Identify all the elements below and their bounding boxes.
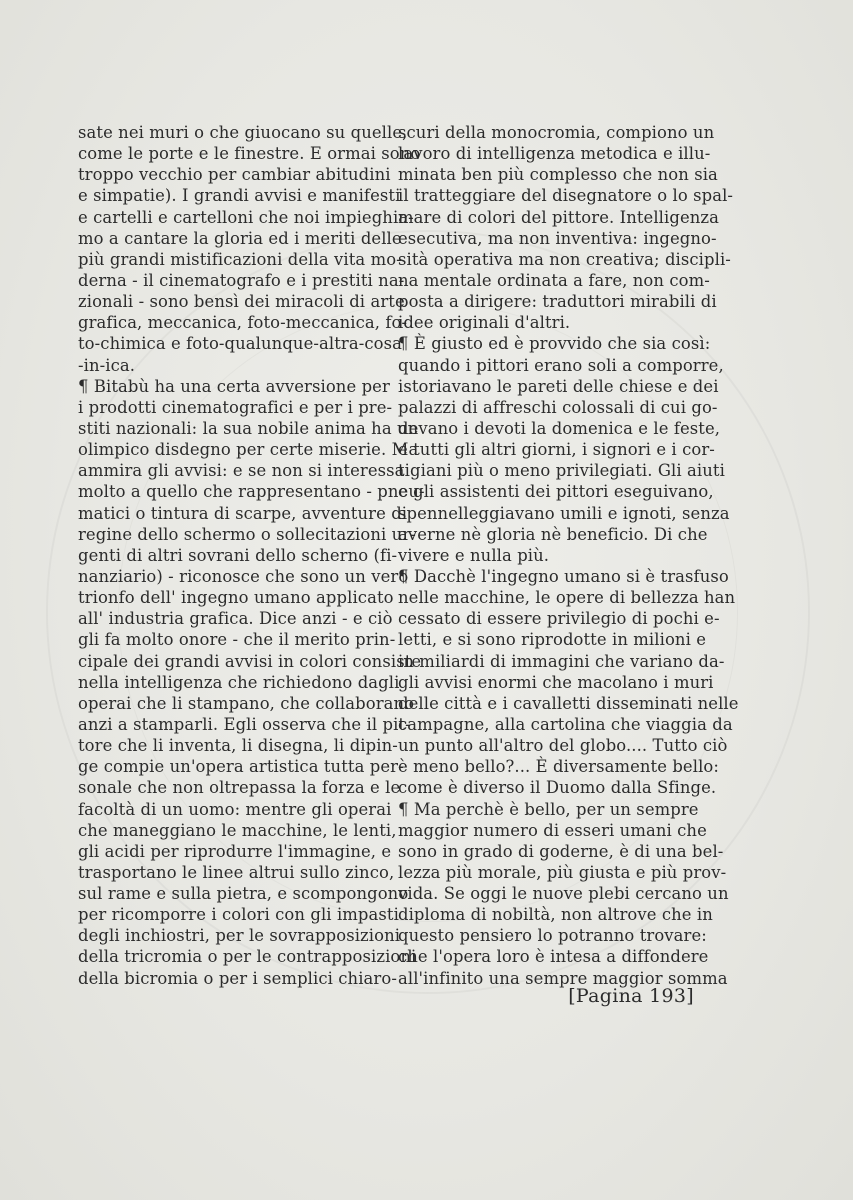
text-line: to-chimica e foto-qualunque-altra-cosa [78,334,402,354]
text-line: come è diverso il Duomo dalla Sfinge. [398,778,717,798]
text-line: nella intelligenza che richiedono dagli [78,672,400,692]
text-line: lavoro di intelligenza metodica e illu- [398,144,711,164]
text-line: olimpico disdegno per certe miserie. Ma [78,440,419,460]
left-text-column [78,122,425,989]
text-line: vivere e nulla più. [398,545,550,565]
text-line: della bicromia o per i semplici chiaro- [78,968,397,988]
text-line: ¶ Bitabù ha una certa avversione per [78,376,390,396]
text-line: sul rame e sulla pietra, e scompongono [78,884,409,904]
page-number: [Pagina 193] [568,985,694,1007]
text-line: delle città e i cavalletti disseminati nelle [398,693,739,713]
text-line: averne nè gloria nè beneficio. Di che [398,524,708,544]
text-line: devano i devoti la domenica e le feste, [398,418,721,438]
text-line: istoriavano le pareti delle chiese e dei [398,376,719,396]
text-line: sità operativa ma non creativa; discipli- [398,249,731,269]
text-line: e tutti gli altri giorni, i signori e i cor- [398,440,715,460]
text-line: -in-ica. [78,355,136,375]
text-line: trasportano le linee altrui sullo zinco, [78,862,395,882]
text-line: idee originali d'altri. [398,313,571,333]
text-line: in miliardi di immagini che variano da- [398,651,725,671]
text-line: questo pensiero lo potranno trovare: [398,926,707,946]
text-line: lezza più morale, più giusta e più prov- [398,862,727,882]
text-line: cipale dei grandi avvisi in colori consiste [78,651,422,671]
text-line: i prodotti cinematografici e per i pre- [78,397,393,417]
text-line: spennelleggiavano umili e ignoti, senza [398,503,730,523]
text-line: sate nei muri o che giuocano su quelle, [78,123,408,142]
text-line: ge compie un'opera artistica tutta per- [78,757,404,777]
text-line: scuri della monocromia, compiono un [398,123,715,142]
text-line: minata ben più complesso che non sia [398,165,718,185]
text-line: gli fa molto onore - che il merito prin- [78,630,396,650]
text-line: regine dello schermo o sollecitazioni ur- [78,524,416,544]
text-line: derna - il cinematografo e i prestiti na- [78,270,405,290]
text-line: trionfo dell' ingegno umano applicato [78,588,394,608]
text-line: molto a quello che rappresentano - pneu- [78,482,425,502]
text-line: all'infinito una sempre maggior somma [398,968,728,988]
text-line: palazzi di affreschi colossali di cui go- [398,397,718,417]
text-line: vida. Se oggi le nuove plebi cercano un [398,884,729,904]
text-line: anzi a stamparli. Egli osserva che il pit- [78,714,411,734]
text-line: diploma di nobiltà, non altrove che in [398,905,713,925]
text-line: posta a dirigere: traduttori mirabili di [398,292,717,312]
text-line: sonale che non oltrepassa la forza e le [78,778,401,798]
text-line: e gli assistenti dei pittori eseguivano, [398,482,714,502]
text-line: genti di altri sovrani dello scherno (fi- [78,545,398,565]
text-line: sono in grado di goderne, è di una bel- [398,841,724,861]
text-line: ¶ Ma perchè è bello, per un sempre [398,799,699,819]
text-line: mo a cantare la gloria ed i meriti delle [78,228,402,248]
right-text-column [398,122,739,989]
text-line: e cartelli e cartelloni che noi impieghia- [78,207,414,227]
text-line: grafica, meccanica, foto-meccanica, fo- [78,313,408,333]
text-line: gli avvisi enormi che macolano i muri [398,672,714,692]
text-line: all' industria grafica. Dice anzi - e ciò [78,609,393,629]
text-line: ¶ Dacchè l'ingegno umano si è trasfuso [398,566,729,586]
text-line: stiti nazionali: la sua nobile anima ha un [78,418,419,438]
text-line: è meno bello?... È diversamente bello: [398,757,720,777]
text-line: ¶ È giusto ed è provvido che sia così: [398,334,711,354]
text-line: della tricromia o per le contrapposizioni [78,947,417,967]
text-line: che l'opera loro è intesa a diffondere [398,947,709,967]
text-line: ammira gli avvisi: e se non si interessa [78,461,405,481]
text-line: che maneggiano le macchine, le lenti, [78,820,397,840]
text-line: quando i pittori erano soli a comporre, [398,355,724,375]
text-line: letti, e si sono riprodotte in milioni e [398,630,707,650]
text-line: mare di colori del pittore. Intelligenza [398,207,720,227]
text-line: nelle macchine, le opere di bellezza han [398,588,736,608]
text-line: cessato di essere privilegio di pochi e- [398,609,720,629]
text-line: facoltà di un uomo: mentre gli operai [78,799,392,819]
text-line: e simpatie). I grandi avvisi e manifesti [78,186,401,206]
text-line: operai che li stampano, che collaborano [78,693,415,713]
text-line: degli inchiostri, per le sovrapposizioni [78,926,401,946]
text-line: zionali - sono bensì dei miracoli di arte [78,292,405,312]
text-line: più grandi mistificazioni della vita mo- [78,249,402,269]
text-line: un punto all'altro del globo.... Tutto ciò [398,736,728,756]
text-line: campagne, alla cartolina che viaggia da [398,714,733,734]
text-line: na mentale ordinata a fare, non com- [398,270,710,290]
text-line: gli acidi per riprodurre l'immagine, e [78,841,392,861]
text-line: tigiani più o meno privilegiati. Gli aiuti [398,461,725,481]
text-line: tore che li inventa, li disegna, li dipin- [78,736,398,756]
text-line: per ricomporre i colori con gli impasti [78,905,399,925]
text-line: nanziario) - riconosce che sono un vero [78,566,409,586]
text-line: maggior numero di esseri umani che [398,820,707,840]
text-line: troppo vecchio per cambiar abitudini [78,165,391,185]
text-line: esecutiva, ma non inventiva: ingegno- [398,228,717,248]
text-line: il tratteggiare del disegnatore o lo spal- [398,186,734,206]
text-line: matici o tintura di scarpe, avventure di [78,503,408,523]
text-line: come le porte e le finestre. E ormai sono [78,144,421,164]
